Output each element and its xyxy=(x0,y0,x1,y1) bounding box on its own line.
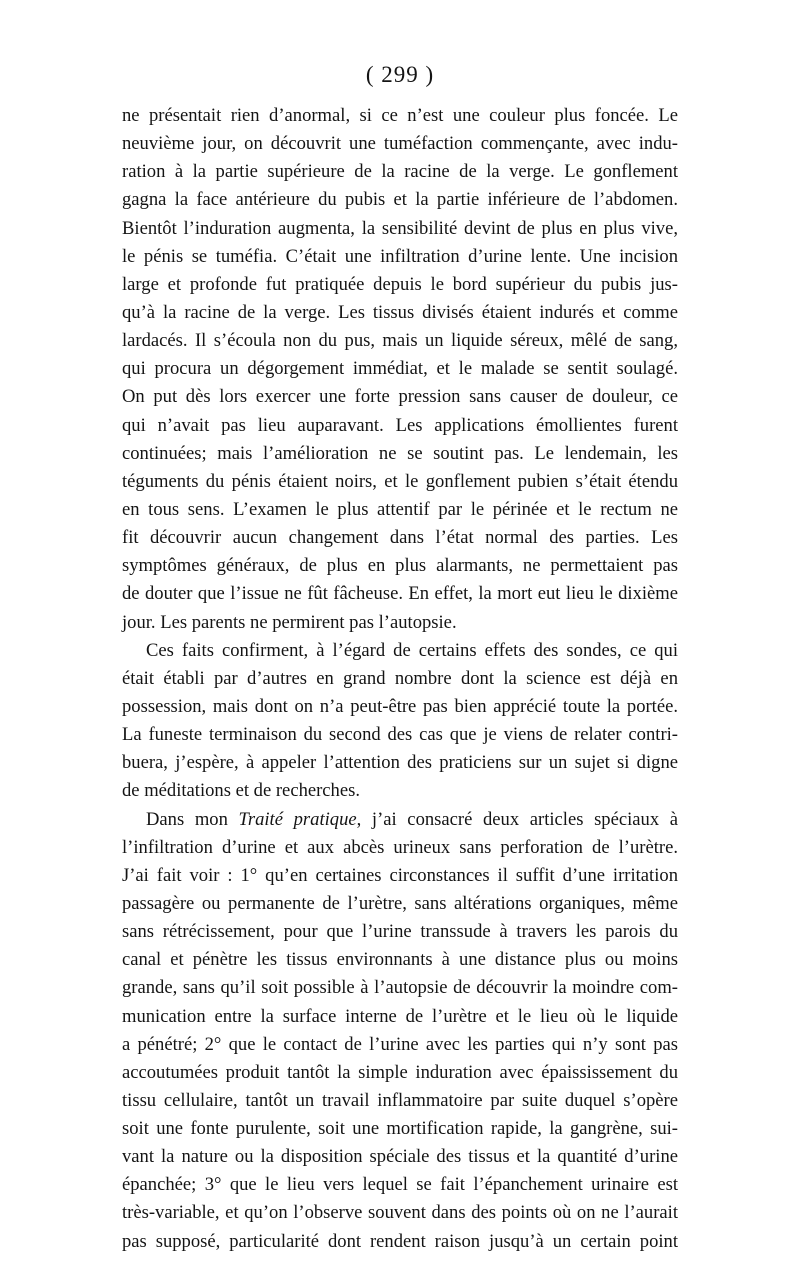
page-number: ( 299 ) xyxy=(365,62,435,87)
text-line: pas supposé, particularité dont rendent raison jusqu’à un certain point xyxy=(122,1230,678,1252)
text-line: qui n’avait pas lieu auparavant. Les applications émollientes furent xyxy=(122,414,678,436)
text-line: gagna la face antérieure du pubis et la partie inférieure de l’abdomen. xyxy=(122,189,678,211)
text-line: soit une fonte purulente, soit une mortification rapide, la gangrène, sui- xyxy=(122,1118,678,1140)
text-line-with-italic: Dans mon Traité pratique, j’ai consacré deux articles spéciaux à xyxy=(146,808,679,830)
text-line: continuées; mais l’amélioration ne se soutint pas. Le lendemain, les xyxy=(122,442,678,464)
text-line: ne présentait rien d’anormal, si ce n’est une couleur plus foncée. Le xyxy=(122,105,678,126)
text-line: On put dès lors exercer une forte pression sans causer de douleur, ce xyxy=(122,386,678,408)
paragraph-case-report xyxy=(122,102,678,637)
text-line: était établi par d’autres en grand nombre dont la science est déjà en xyxy=(122,667,678,689)
paragraph-commentary xyxy=(122,637,678,806)
book-title-italic: Traité pratique xyxy=(238,808,357,830)
text-line: neuvième jour, on découvrit une tuméfaction commençante, avec indu- xyxy=(122,133,678,155)
text-line: La funeste terminaison du second des cas que je viens de relater contri- xyxy=(122,724,678,746)
text-line: de méditations et de recherches. xyxy=(122,780,360,802)
text-line: J’ai fait voir : 1° qu’en certaines circonstances il suffit d’une irritation xyxy=(122,864,678,886)
text-line: le pénis se tuméfia. C’était une infiltration d’urine lente. Une incision xyxy=(122,245,678,267)
text-line: tissu cellulaire, tantôt un travail inflammatoire par suite duquel s’opère xyxy=(122,1089,678,1111)
text-line: ration à la partie supérieure de la racine de la verge. Le gonflement xyxy=(122,161,678,183)
text-line: qu’à la racine de la verge. Les tissus divisés étaient indurés et comme xyxy=(122,301,678,323)
text-line: téguments du pénis étaient noirs, et le gonflement pubien s’était étendu xyxy=(122,470,678,492)
text-line: très-variable, et qu’on l’observe souvent dans des points où on ne l’aurait xyxy=(122,1202,678,1224)
text-line: a pénétré; 2° que le contact de l’urine avec les parties qui n’y sont pas xyxy=(122,1033,678,1055)
text-line: large et profonde fut pratiquée depuis le bord supérieur du pubis jus- xyxy=(122,273,678,295)
text-line: accoutumées produit tantôt la simple induration avec épaississement du xyxy=(122,1061,678,1083)
text-line: jour. Les parents ne permirent pas l’autopsie. xyxy=(122,611,457,633)
text-line: possession, mais dont on n’a peut-être pas bien apprécié toute la portée. xyxy=(122,695,678,717)
text-line: épanchée; 3° que le lieu vers lequel se fait l’épanchement urinaire est xyxy=(122,1174,678,1196)
text-line: en tous sens. L’examen le plus attentif par le périnée et le rectum ne xyxy=(122,498,678,520)
text-line: passagère ou permanente de l’urètre, sans altérations organiques, même xyxy=(122,892,678,914)
text-line: qui procura un dégorgement immédiat, et le malade se sentit soulagé. xyxy=(122,358,678,380)
text-line: l’infiltration d’urine et aux abcès urineux sans perforation de l’urètre. xyxy=(122,836,678,858)
text-line: munication entre la surface interne de l’urètre et le lieu où le liquide xyxy=(122,1005,678,1027)
text-line: canal et pénètre les tissus environnants à une distance plus ou moins xyxy=(122,949,678,971)
text-line: Ces faits confirment, à l’égard de certains effets des sondes, ce qui xyxy=(146,639,678,661)
text-line: buera, j’espère, à appeler l’attention des praticiens sur un sujet si digne xyxy=(122,752,678,774)
text-line: sans rétrécissement, pour que l’urine transsude à travers les parois du xyxy=(122,921,678,943)
text-line: Bientôt l’induration augmenta, la sensibilité devint de plus en plus vive, xyxy=(122,217,678,239)
paragraph-treatise-reference xyxy=(122,806,678,1256)
text-line: vant la nature ou la disposition spéciale des tissus et la quantité d’urine xyxy=(122,1146,678,1168)
text-line: lardacés. Il s’écoula non du pus, mais un liquide séreux, mêlé de sang, xyxy=(122,330,678,352)
text-line: fit découvrir aucun changement dans l’état normal des parties. Les xyxy=(122,527,678,549)
text-line: grande, sans qu’il soit possible à l’autopsie de découvrir la moindre com- xyxy=(122,977,678,999)
book-page xyxy=(122,62,678,1256)
text-line: symptômes généraux, de plus en plus alarmants, ne permettaient pas xyxy=(122,555,678,577)
text-line: de douter que l’issue ne fût fâcheuse. En effet, la mort eut lieu le dixième xyxy=(122,583,678,605)
